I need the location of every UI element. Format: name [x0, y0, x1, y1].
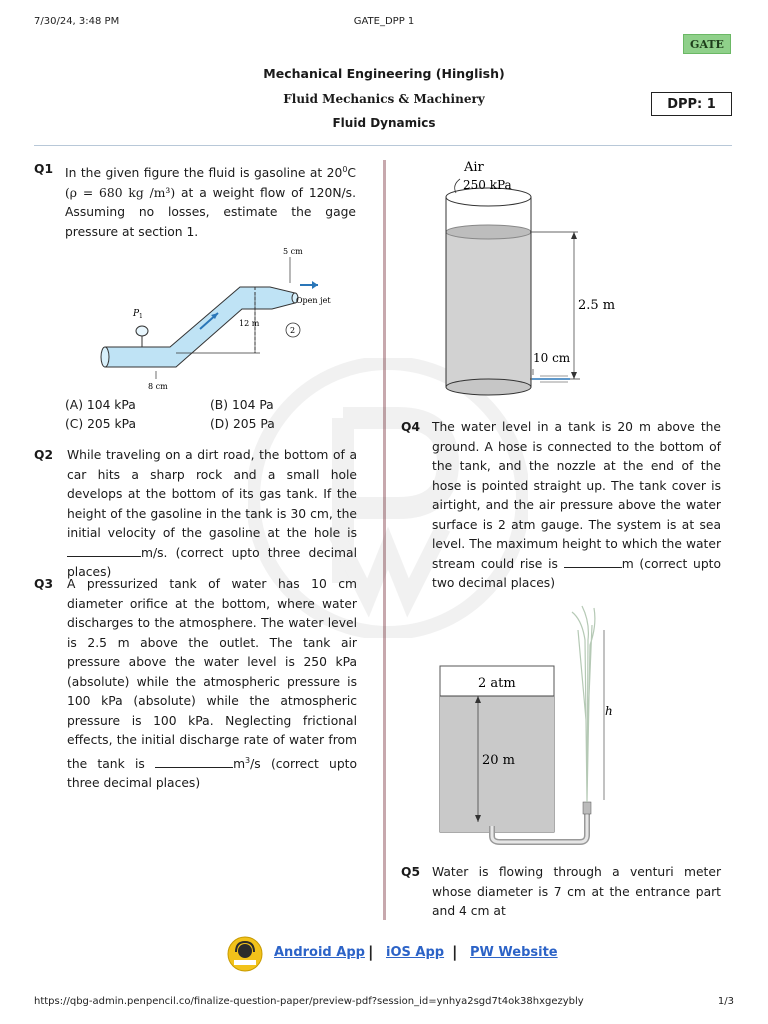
question-text: /s (correct upto three decimal places) — [67, 756, 358, 791]
figure-label-atm: 2 atm — [478, 676, 516, 691]
page-number: 1/3 — [717, 996, 734, 1007]
question-text: at a weight flow of 120N/s. Assuming no losses, estimate the gage pressure at section 1. — [65, 185, 356, 239]
figure-label-p1-sub: 1 — [139, 313, 143, 320]
figure-label-depth: 20 m — [482, 753, 516, 768]
topic-title: Fluid Dynamics — [332, 116, 436, 130]
question-1-options — [65, 396, 365, 436]
question-number: Q2 — [34, 448, 54, 462]
question-number: Q3 — [34, 577, 54, 591]
figure-label-p1: P — [133, 309, 140, 319]
answer-blank[interactable] — [564, 556, 622, 568]
option-d[interactable]: (D) 205 Pa — [210, 417, 275, 431]
ios-app-link[interactable]: iOS App — [386, 945, 445, 960]
page-url: https://qbg-admin.penpencil.co/finalize-question-paper/preview-pdf?session_id=ynhya2sgd7t4ok38hxgezybly — [34, 996, 584, 1007]
print-header — [34, 16, 734, 30]
figure-label-h: h — [605, 704, 613, 718]
answer-blank[interactable] — [67, 545, 141, 557]
question-text: m (correct upto two decimal places) — [432, 556, 721, 590]
link-separator: | — [452, 943, 458, 961]
question-4 — [401, 418, 721, 594]
pipe-figure — [100, 243, 332, 393]
question-number: Q1 — [34, 162, 54, 176]
course-title: Mechanical Engineering (Hinglish) — [263, 66, 505, 81]
question-text: m/s. (correct upto three decimal places) — [67, 545, 357, 579]
question-text: C — [347, 166, 356, 181]
pw-website-link[interactable]: PW Website — [470, 945, 558, 960]
question-text: While traveling on a dirt road, the bottom of a car hits a sharp rock and a small hole develops at the bottom of its gas tank. If the height of the gasoline in the tank is 30 cm, the initial velocity of the gasoline at the hole is — [67, 448, 357, 540]
link-separator: | — [368, 943, 374, 961]
dpp-label: DPP: 1 — [651, 92, 732, 116]
answer-blank[interactable] — [155, 756, 233, 768]
figure-label-jet: Open jet — [296, 296, 331, 305]
subject-title: Fluid Mechanics & Machinery — [283, 92, 485, 106]
question-number: Q4 — [401, 420, 421, 434]
option-b[interactable]: (B) 104 Pa — [210, 398, 274, 412]
option-c[interactable]: (C) 205 kPa — [65, 417, 136, 431]
question-3 — [34, 575, 357, 794]
header-divider — [34, 145, 732, 146]
android-app-link[interactable]: Android App — [274, 945, 365, 960]
question-1 — [34, 160, 356, 242]
option-a[interactable]: (A) 104 kPa — [65, 398, 136, 412]
figure-label-pressure: 250 kPa — [463, 178, 512, 192]
superscript: 0 — [342, 165, 348, 174]
question-text: m — [233, 756, 246, 771]
figure-label-orifice: 10 cm — [533, 351, 571, 365]
tank-figure — [430, 157, 630, 397]
figure-label: 8 cm — [148, 382, 168, 391]
figure-label-length: 12 m — [239, 319, 260, 328]
print-doc-title: GATE_DPP 1 — [353, 16, 415, 27]
footer-links — [0, 936, 768, 972]
customer-service-icon[interactable] — [227, 936, 263, 972]
question-text: A pressurized tank of water has 10 cm diameter orifice at the bottom, where water discharges to the atmosphere. The water level is 2.5 m above the outlet. The tank air pressure above the water level is 250 kPa (absolute) while the atmospheric pressure is 100 kPa (absolute) while the atmospheric pressure is 100 kPa. Neglecting frictional effects, the initial discharge rate of water from the tank is — [67, 577, 357, 771]
question-text: In the given figure the fluid is gasoline at 20 — [65, 166, 343, 181]
superscript: 3 — [245, 755, 251, 765]
hose-figure — [432, 600, 622, 848]
figure-label-air: Air — [464, 160, 484, 175]
question-text: The water level in a tank is 20 m above the ground. A hose is connected to the bottom of the tank, and the nozzle at the end of the hose is pointed straight up. The tank cover is airtight, and the air pressure above the water surface is 2 atm gauge. The system is at sea level. The maximum height to which the water stream could rise is — [432, 420, 721, 571]
question-number: Q5 — [401, 865, 421, 879]
question-text: Water is flowing through a venturi meter whose diameter is 7 cm at the entrance part and 4 cm at — [432, 865, 721, 918]
question-2 — [34, 446, 357, 583]
figure-label-height: 2.5 m — [578, 298, 616, 313]
question-5 — [401, 863, 721, 922]
gate-badge: GATE — [683, 34, 731, 54]
density-formula: (ρ = 680 kg /m³) — [65, 185, 176, 200]
figure-label-section: 2 — [290, 326, 296, 335]
print-date: 7/30/24, 3:48 PM — [34, 16, 120, 27]
figure-label: 5 cm — [283, 247, 303, 256]
